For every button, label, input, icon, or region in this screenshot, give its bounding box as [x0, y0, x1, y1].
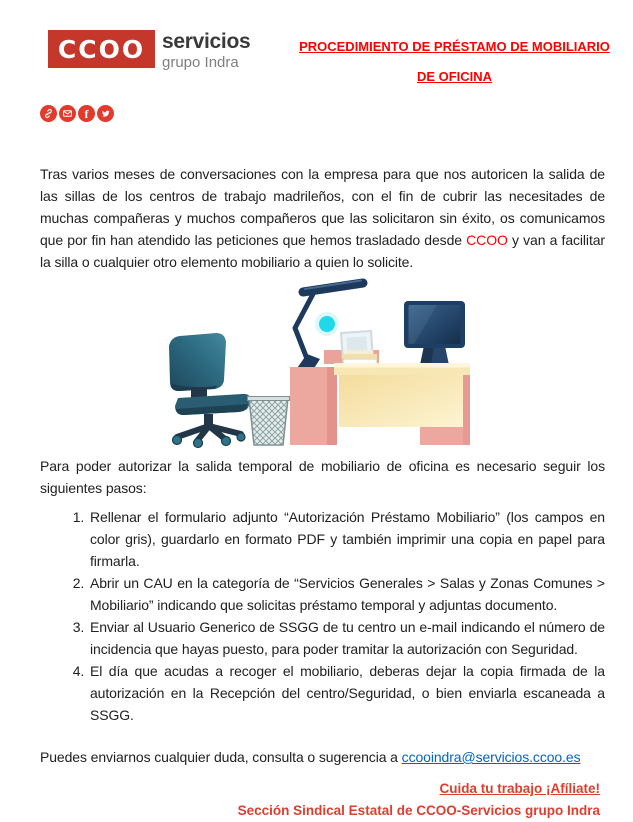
steps-intro-paragraph: Para poder autorizar la salida temporal de mobiliario de oficina es necesario seguir los siguientes pasos: [40, 458, 605, 496]
footer-signature: Sección Sindical Estatal de CCOO-Servicios grupo Indra [237, 803, 600, 818]
footer [0, 778, 600, 822]
facebook-icon[interactable]: f [78, 105, 95, 122]
footer-slogan: Cuida tu trabajo ¡Afíliate! [439, 781, 600, 796]
contact-text: Puedes enviarnos cualquier duda, consulta o sugerencia a [40, 749, 402, 765]
intro-text-before: Tras varios meses de conversaciones con la empresa para que nos autoricen la salida de las sillas de los centros de trabajo madrileños, con el fin de cubrir las necesitades de muchas compañeras y muchos compañeros que las solicitaron sin éxito, os comunicamos que por fin han atendido las peticiones que hemos trasladado desde [40, 166, 605, 248]
intro-text-after: y van a facilitar la silla o cualquier otro elemento mobiliario a quien lo solicite. [40, 232, 605, 270]
ccoo-logo-text: CCOO [57, 34, 146, 64]
social-icons-row [40, 105, 633, 122]
brand-subname: grupo Indra [162, 54, 239, 71]
contact-email-link[interactable]: ccooindra@servicios.ccoo.es [401, 749, 581, 765]
waste-basket-graphic [247, 397, 289, 446]
page-title-line1: PROCEDIMIENTO DE PRÉSTAMO DE MOBILIARIO [299, 39, 610, 54]
share-link-icon[interactable] [40, 105, 57, 122]
intro-brand-highlight: CCOO [466, 232, 508, 248]
step-item-2: 2. Abrir un CAU en la categoría de “Servicios Generales > Salas y Zonas Comunes > Mobiliario” indicando que solicitas préstamo temporal y adjuntas documento. [88, 572, 605, 616]
office-chair-graphic [169, 333, 250, 448]
computer-monitor-graphic [404, 301, 465, 365]
email-icon[interactable] [59, 105, 76, 122]
header [0, 0, 633, 92]
intro-paragraph [40, 163, 605, 273]
steps-list [0, 506, 605, 726]
page-title-line2: DE OFICINA [416, 69, 493, 84]
step-item-1: 1. Rellenar el formulario adjunto “Autorización Préstamo Mobiliario” (los campos en color gris), guardarlo en formato PDF y también imprimir una copia en papel para firmarla. [88, 506, 605, 572]
office-illustration [137, 276, 497, 451]
desk-items-graphic [324, 331, 379, 364]
ccoo-servicios-logo [48, 30, 250, 70]
ccoo-logo-box [48, 30, 155, 68]
desk-graphic [290, 363, 470, 445]
brand-name: servicios [162, 30, 251, 53]
logo-wordmark [162, 30, 250, 70]
twitter-icon[interactable] [97, 105, 114, 122]
contact-line [40, 746, 605, 768]
step-item-3: 3. Enviar al Usuario Generico de SSGG de tu centro un e-mail indicando el número de incidencia que hayas puesto, para poder tramitar la autorización con Seguridad. [88, 616, 605, 660]
page-title [282, 32, 627, 92]
step-item-4: 4. El día que acudas a recoger el mobiliario, deberas dejar la copia firmada de la autorización en la Recepción del centro/Seguridad, o bien enviarla escaneada a SSGG. [88, 660, 605, 726]
